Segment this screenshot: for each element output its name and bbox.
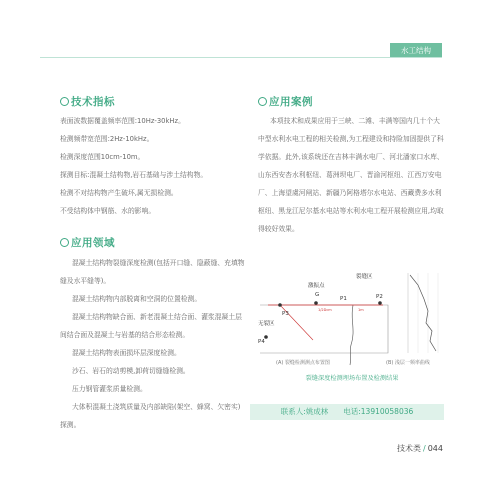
category-tag: 水工结构 <box>390 43 442 58</box>
app-item: 压力钢管灌浆质量检测。 <box>72 385 147 393</box>
app-section-title: 应用领域 <box>71 237 115 249</box>
slab-outline <box>260 305 388 353</box>
header-divider <box>40 57 442 58</box>
app-item: 混凝土结构物表面损坏层深度检测。 <box>72 349 181 357</box>
cases-text: 本项技术和成果应用于三峡、二滩、丰满等国内几十个大中型水利水电工程的相关检测,为工程建设和持险加固提供了科学依据。此外,该系统还在吉林丰满水电厂、河北潘家口水库、山东西安杏水利枢纽、葛洲坝电厂、晋渝河枢纽、江西万安电厂、上海望虞河闸站、新疆乃阿格塔尔水电站、西藏费多水利枢纽、黑龙江尼尔基水电站等水利水电工程开展检测应用,均取得较好效果。 <box>258 117 444 233</box>
tech-item: 检测不对结构物产生破坏,属无损检测。 <box>60 189 178 197</box>
cases-section-title: 应用案例 <box>269 96 313 108</box>
tech-section-heading <box>60 94 115 109</box>
frequency-curve-plot <box>408 273 438 353</box>
app-section-heading <box>60 235 115 250</box>
crack-detection-figure <box>258 265 446 383</box>
app-item: 大体积混凝土浇筑质量及内部缺陷(架空、蜂窝、欠密实)探测。 <box>60 403 241 429</box>
label-p1: P1 <box>340 296 347 302</box>
caption-b: (B) 浅层一频率曲线 <box>386 360 430 366</box>
circle-bullet-icon <box>60 238 69 247</box>
tech-list <box>60 112 207 220</box>
label-source: 激振点 <box>308 283 325 289</box>
tech-item: 不受结构体中钢筋、水的影响。 <box>60 207 156 215</box>
app-list <box>60 254 246 434</box>
contact-info: 联系人:姚成林 电话:13910058036 <box>250 404 444 420</box>
frequency-curve <box>410 275 436 351</box>
label-crack-zone: 裂缝区 <box>356 274 373 280</box>
tech-item: 探测目标:混凝土结构物,岩石基础与涉土结构物。 <box>60 171 208 179</box>
cases-section-heading <box>258 94 313 109</box>
label-intact-zone: 无裂区 <box>258 321 275 327</box>
circle-bullet-icon <box>258 97 267 106</box>
footer-separator: / <box>423 444 426 453</box>
footer-category: 技术类 <box>397 444 421 453</box>
tech-item: 检测深度范围10cm-10m。 <box>60 153 145 161</box>
circle-bullet-icon <box>60 97 69 106</box>
label-dist1: 1/2Dcm <box>318 308 332 312</box>
app-item: 混凝土结构物内部脱离和空洞的位置检测。 <box>72 295 202 303</box>
page-number: 044 <box>427 444 443 453</box>
label-p3: P3 <box>282 311 289 317</box>
sensor-p1 <box>314 301 318 305</box>
app-item: 混凝土结构物裂缝深度检测(包括开口缝、隐蔽缝、充填物缝及水平缝等)。 <box>60 259 245 285</box>
tech-item: 表面波数据覆盖频率范围:10Hz-30kHz。 <box>60 117 185 125</box>
label-p2: P2 <box>376 294 383 300</box>
label-g: G <box>315 292 320 298</box>
crack-layout-diagram <box>258 265 446 370</box>
figure-title: 裂缝深度检测埋场布置及检测结果 <box>305 375 399 382</box>
label-p4: P4 <box>258 339 265 345</box>
sensor-p3 <box>278 303 282 307</box>
tech-section-title: 技术指标 <box>71 96 115 108</box>
caption-a: (A) 裂缝检测测点布置图 <box>276 360 330 366</box>
label-dist2: 1m <box>358 308 364 312</box>
app-item: 沙石、岩石的动剪模,卸荷切缝缝检测。 <box>72 367 190 375</box>
page-footer <box>397 443 443 454</box>
sensor-p2 <box>378 301 382 305</box>
tech-item: 检测频带宽范围:2Hz-10kHz。 <box>60 135 154 143</box>
cases-paragraph <box>258 112 446 238</box>
crack-line <box>350 305 353 365</box>
app-item: 混凝土结构物缺合面、新老混凝土结合面、灌浆混凝土层间结合面及混凝土与岩基的结合形态检测。 <box>60 313 242 339</box>
